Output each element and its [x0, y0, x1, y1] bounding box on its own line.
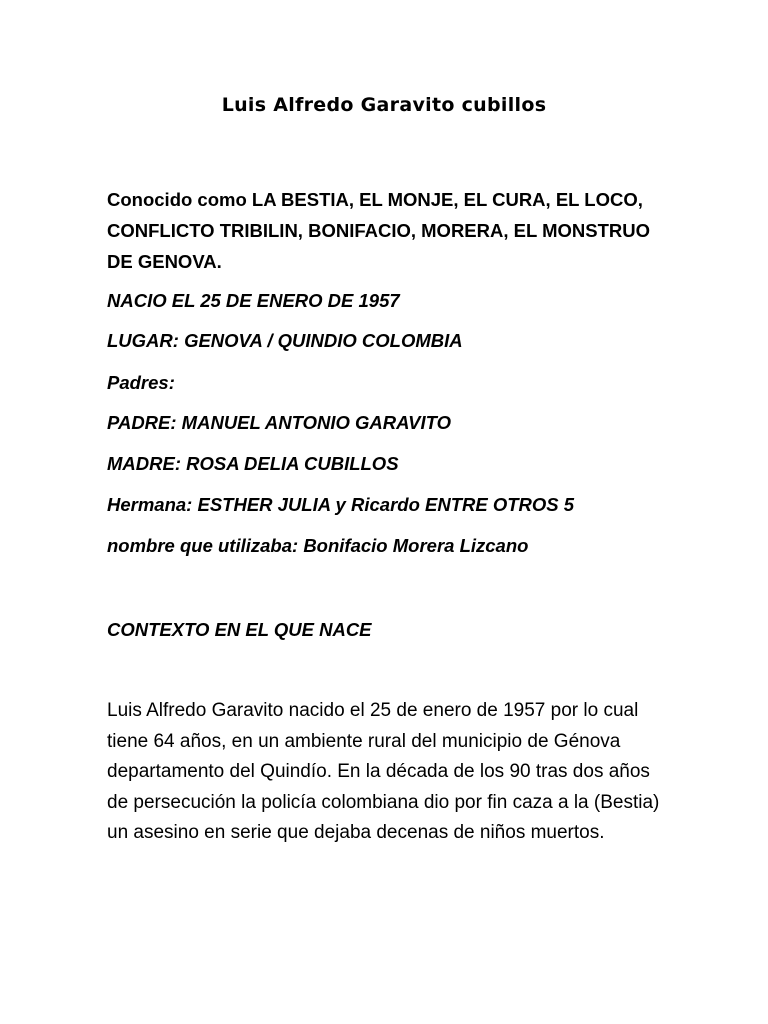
fact-alias: nombre que utilizaba: Bonifacio Morera Lizcano — [107, 535, 529, 556]
fact-parents-label: Padres: — [107, 372, 175, 393]
fact-father: PADRE: MANUEL ANTONIO GARAVITO — [107, 412, 451, 433]
fact-mother: MADRE: ROSA DELIA CUBILLOS — [107, 453, 399, 474]
fact-birth-date: NACIO EL 25 DE ENERO DE 1957 — [107, 290, 400, 311]
section-heading: CONTEXTO EN EL QUE NACE — [107, 619, 372, 640]
intro-paragraph: Conocido como LA BESTIA, EL MONJE, EL CURA, EL LOCO, CONFLICTO TRIBILIN, BONIFACIO, MORERA, EL MONSTRUO DE GENOVA. — [107, 189, 651, 272]
fact-siblings: Hermana: ESTHER JULIA y Ricardo ENTRE OTROS 5 — [107, 494, 575, 515]
fact-place: LUGAR: GENOVA / QUINDIO COLOMBIA — [107, 330, 463, 351]
context-paragraph: Luis Alfredo Garavito nacido el 25 de enero de 1957 por lo cual tiene 64 años, en un ambiente rural del municipio de Génova departamento del Quindío. En la década de los 90 tras dos años de persecución la policía colombiana dio por fin caza a la (Bestia) un asesino en serie que dejaba decenas de niños muertos. — [107, 700, 660, 843]
document-title: Luis Alfredo Garavito cubillos — [221, 94, 547, 116]
